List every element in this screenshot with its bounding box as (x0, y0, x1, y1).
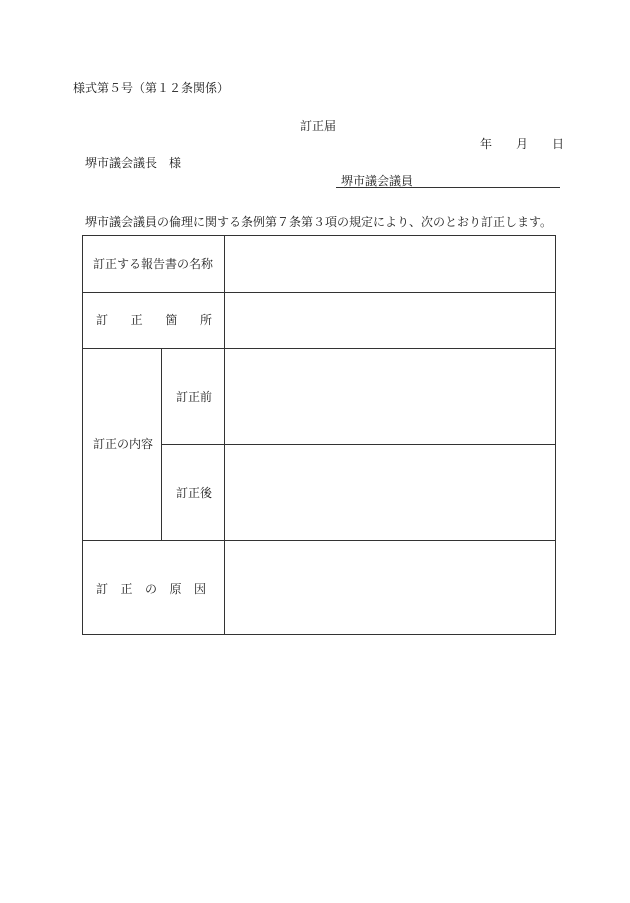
correction-reason-field[interactable] (225, 541, 555, 634)
correction-content-label: 訂正の内容 (93, 437, 154, 451)
label-char: 正 (130, 313, 143, 327)
signer-label: 堺市議会議員 (341, 174, 414, 188)
report-name-field[interactable] (225, 236, 555, 292)
label-char: 所 (199, 313, 212, 327)
after-correction-field[interactable] (225, 445, 555, 540)
intro-text: 堺市議会議員の倫理に関する条例第７条第３項の規定により、次のとおり訂正します。 (85, 215, 553, 229)
after-correction-label: 訂正後 (176, 486, 213, 500)
date-year-label: 年 (480, 137, 493, 151)
before-correction-label: 訂正前 (176, 390, 213, 404)
addressee: 堺市議会議長 様 (85, 156, 182, 170)
before-correction-field[interactable] (225, 349, 555, 444)
document-title: 訂正届 (300, 119, 337, 133)
label-char: 訂 (96, 313, 109, 327)
label-char: 訂 (96, 582, 109, 596)
label-char: 正 (120, 582, 133, 596)
column-divider (161, 348, 162, 540)
label-char: 箇 (165, 313, 178, 327)
correction-location-field[interactable] (225, 293, 555, 348)
correction-reason-label (96, 583, 206, 595)
label-char: 因 (193, 582, 206, 596)
report-name-label: 訂正する報告書の名称 (93, 257, 214, 271)
form-number: 様式第５号（第１２条関係） (73, 81, 230, 95)
correction-location-label (96, 314, 212, 326)
correction-form-table (82, 235, 556, 635)
label-char: 原 (169, 582, 182, 596)
date-month-label: 月 (516, 137, 529, 151)
date-day-label: 日 (552, 137, 565, 151)
label-char: の (144, 582, 157, 596)
